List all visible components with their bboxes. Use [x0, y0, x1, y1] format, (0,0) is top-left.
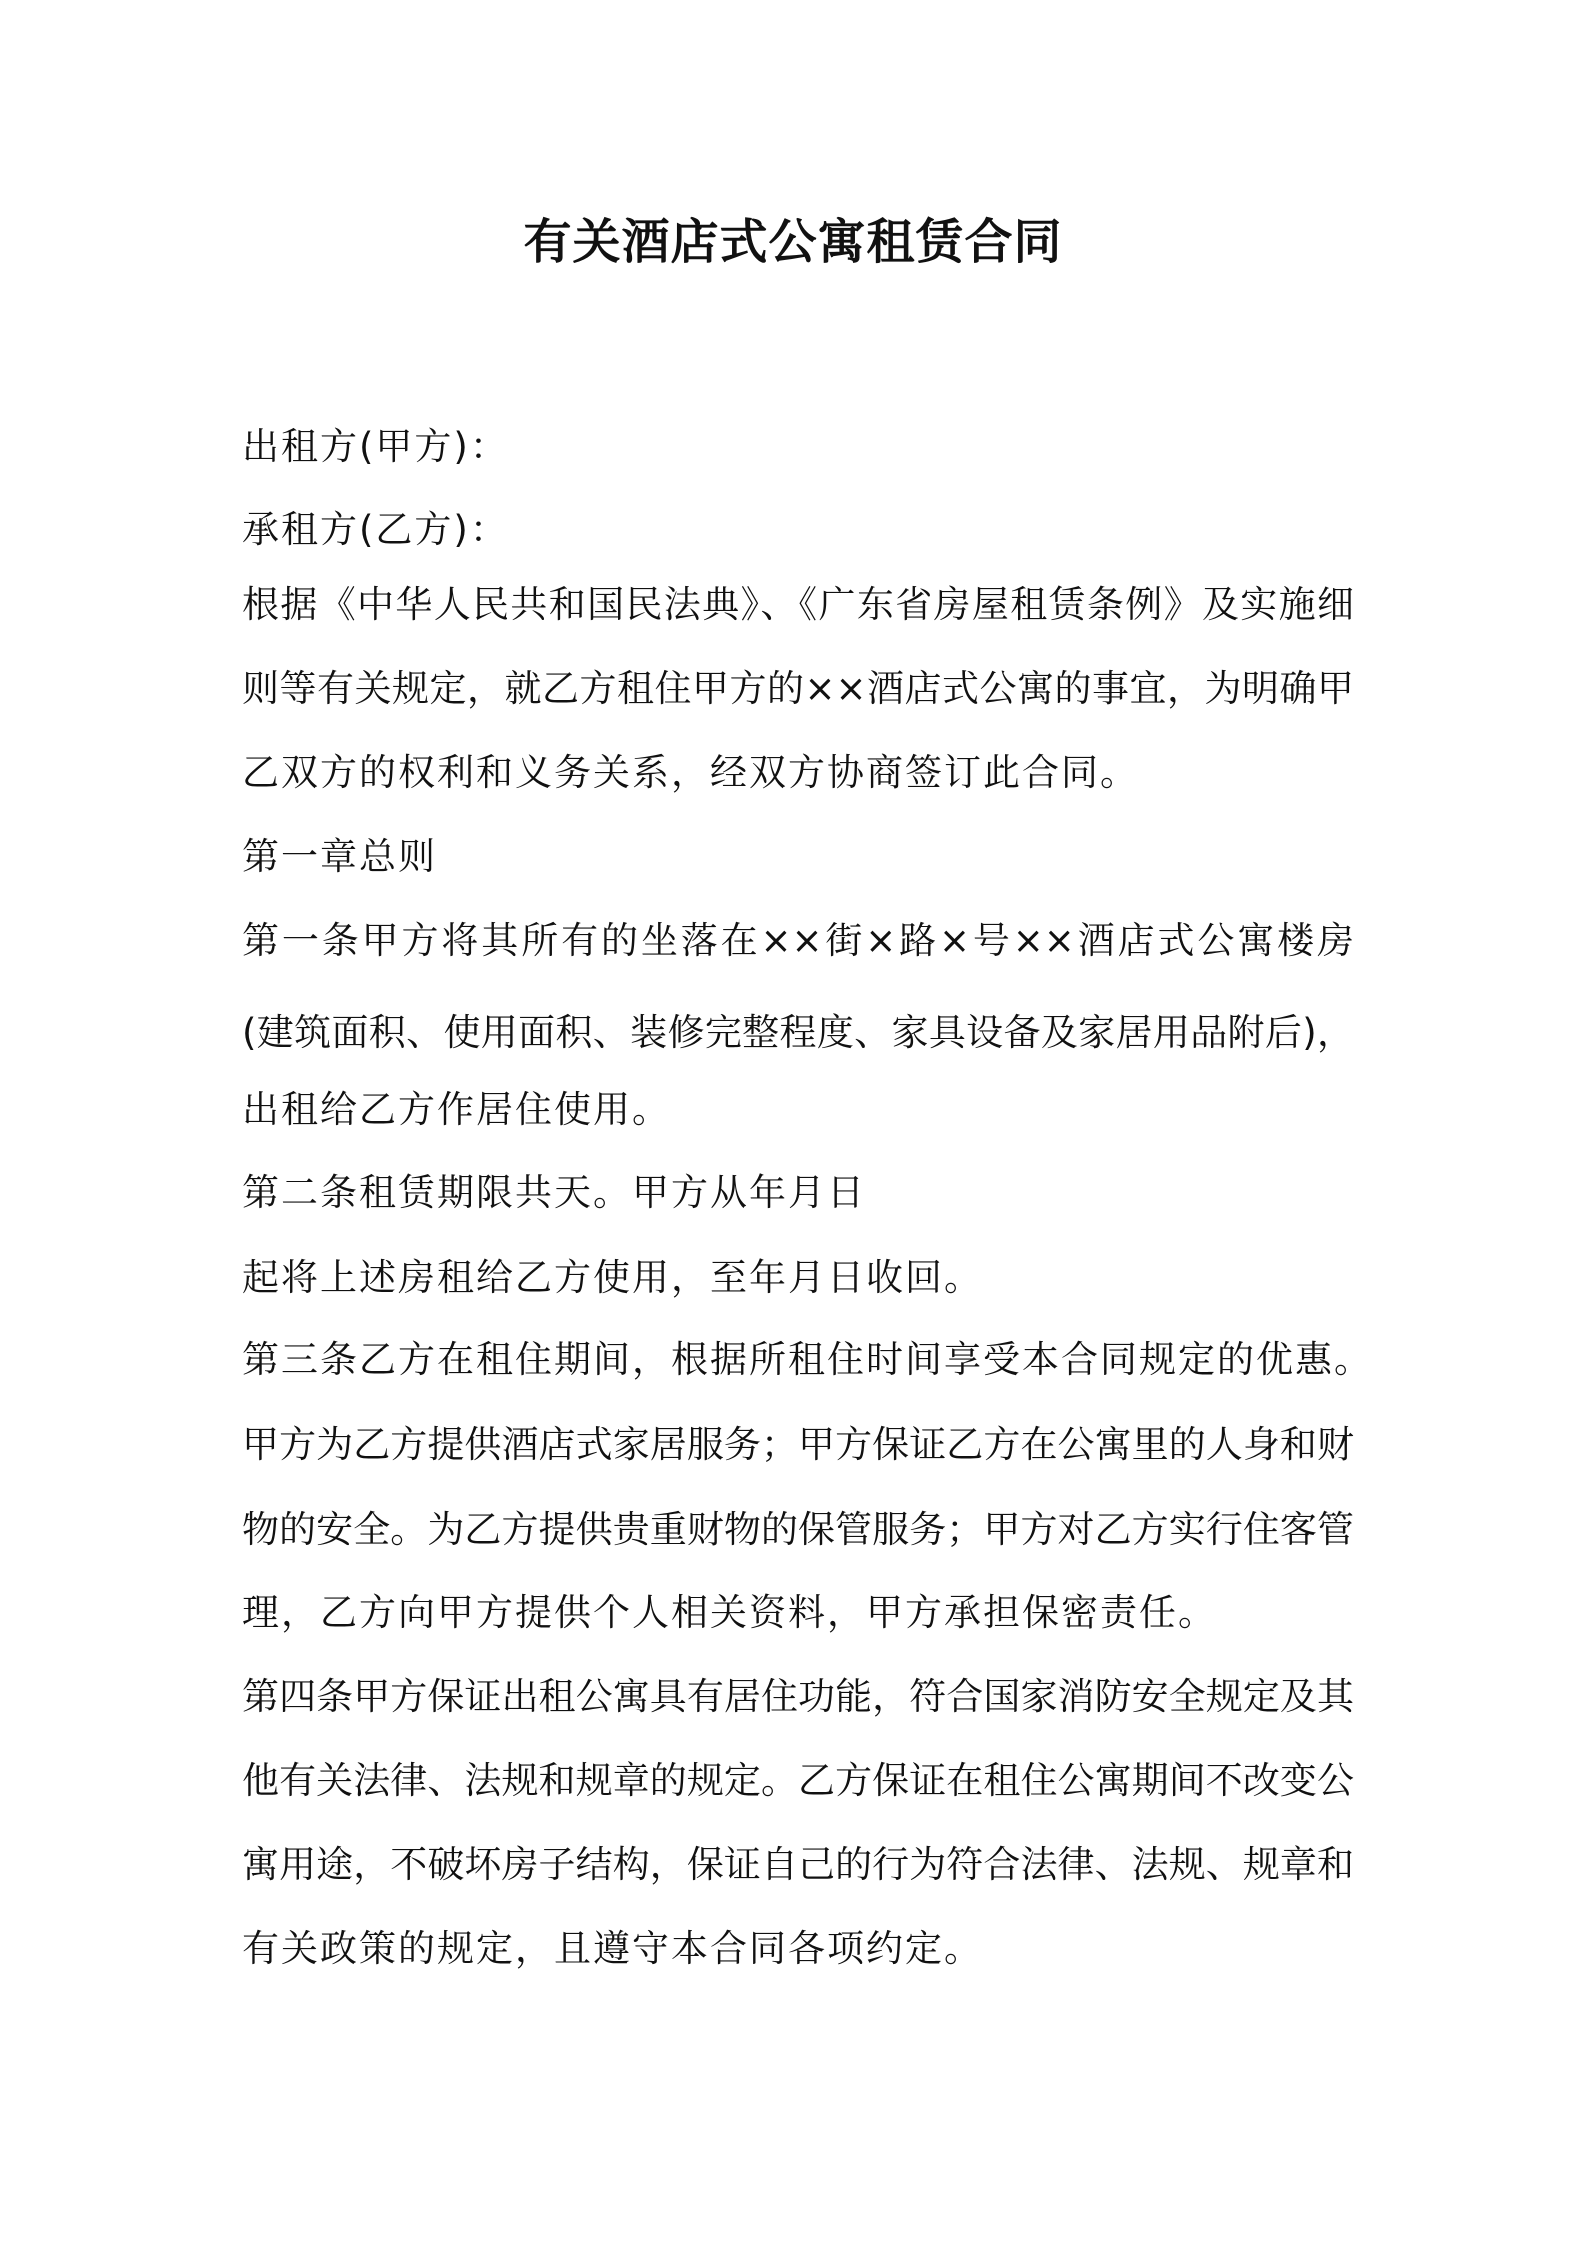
article-2-line-1: 第二条租赁期限共天。甲方从年月日: [242, 1171, 866, 1214]
preamble-line-3: 乙双方的权利和义务关系，经双方协商签订此合同。: [242, 751, 1139, 794]
preamble-line-1: 根据《中华人民共和国民法典》、《广东省房屋租赁条例》及实施细: [242, 583, 1354, 626]
article-4-line-4: 有关政策的规定，且遵守本合同各项约定。: [242, 1927, 983, 1970]
article-4-line-1: 第四条甲方保证出租公寓具有居住功能，符合国家消防安全规定及其: [242, 1675, 1354, 1718]
chapter-heading: 第一章总则: [242, 835, 437, 878]
article-3-line-4: 理，乙方向甲方提供个人相关资料，甲方承担保密责任。: [242, 1591, 1217, 1634]
article-3-line-3: 物的安全。为乙方提供贵重财物的保管服务；甲方对乙方实行住客管: [242, 1508, 1354, 1551]
preamble-line-2: 则等有关规定，就乙方租住甲方的××酒店式公寓的事宜，为明确甲: [242, 667, 1354, 710]
lessor-line: 出租方(甲方)：: [242, 425, 509, 468]
article-4-line-2: 他有关法律、法规和规章的规定。乙方保证在租住公寓期间不改变公: [242, 1759, 1354, 1802]
article-1-line-2: (建筑面积、使用面积、装修完整程度、家具设备及家居用品附后)，: [242, 1011, 1354, 1054]
article-3-line-2: 甲方为乙方提供酒店式家居服务；甲方保证乙方在公寓里的人身和财: [242, 1423, 1354, 1466]
article-2-line-2: 起将上述房租给乙方使用，至年月日收回。: [242, 1256, 983, 1299]
document-title: 有关酒店式公寓租赁合同: [523, 214, 1063, 270]
article-1-line-3: 出租给乙方作居住使用。: [242, 1088, 671, 1131]
article-4-line-3: 寓用途，不破坏房子结构，保证自己的行为符合法律、法规、规章和: [242, 1843, 1354, 1886]
article-1-line-1: 第一条甲方将其所有的坐落在××街×路×号××酒店式公寓楼房: [242, 919, 1354, 962]
article-3-line-1: 第三条乙方在租住期间，根据所租住时间享受本合同规定的优惠。: [242, 1338, 1373, 1381]
lessee-line: 承租方(乙方)：: [242, 508, 509, 551]
